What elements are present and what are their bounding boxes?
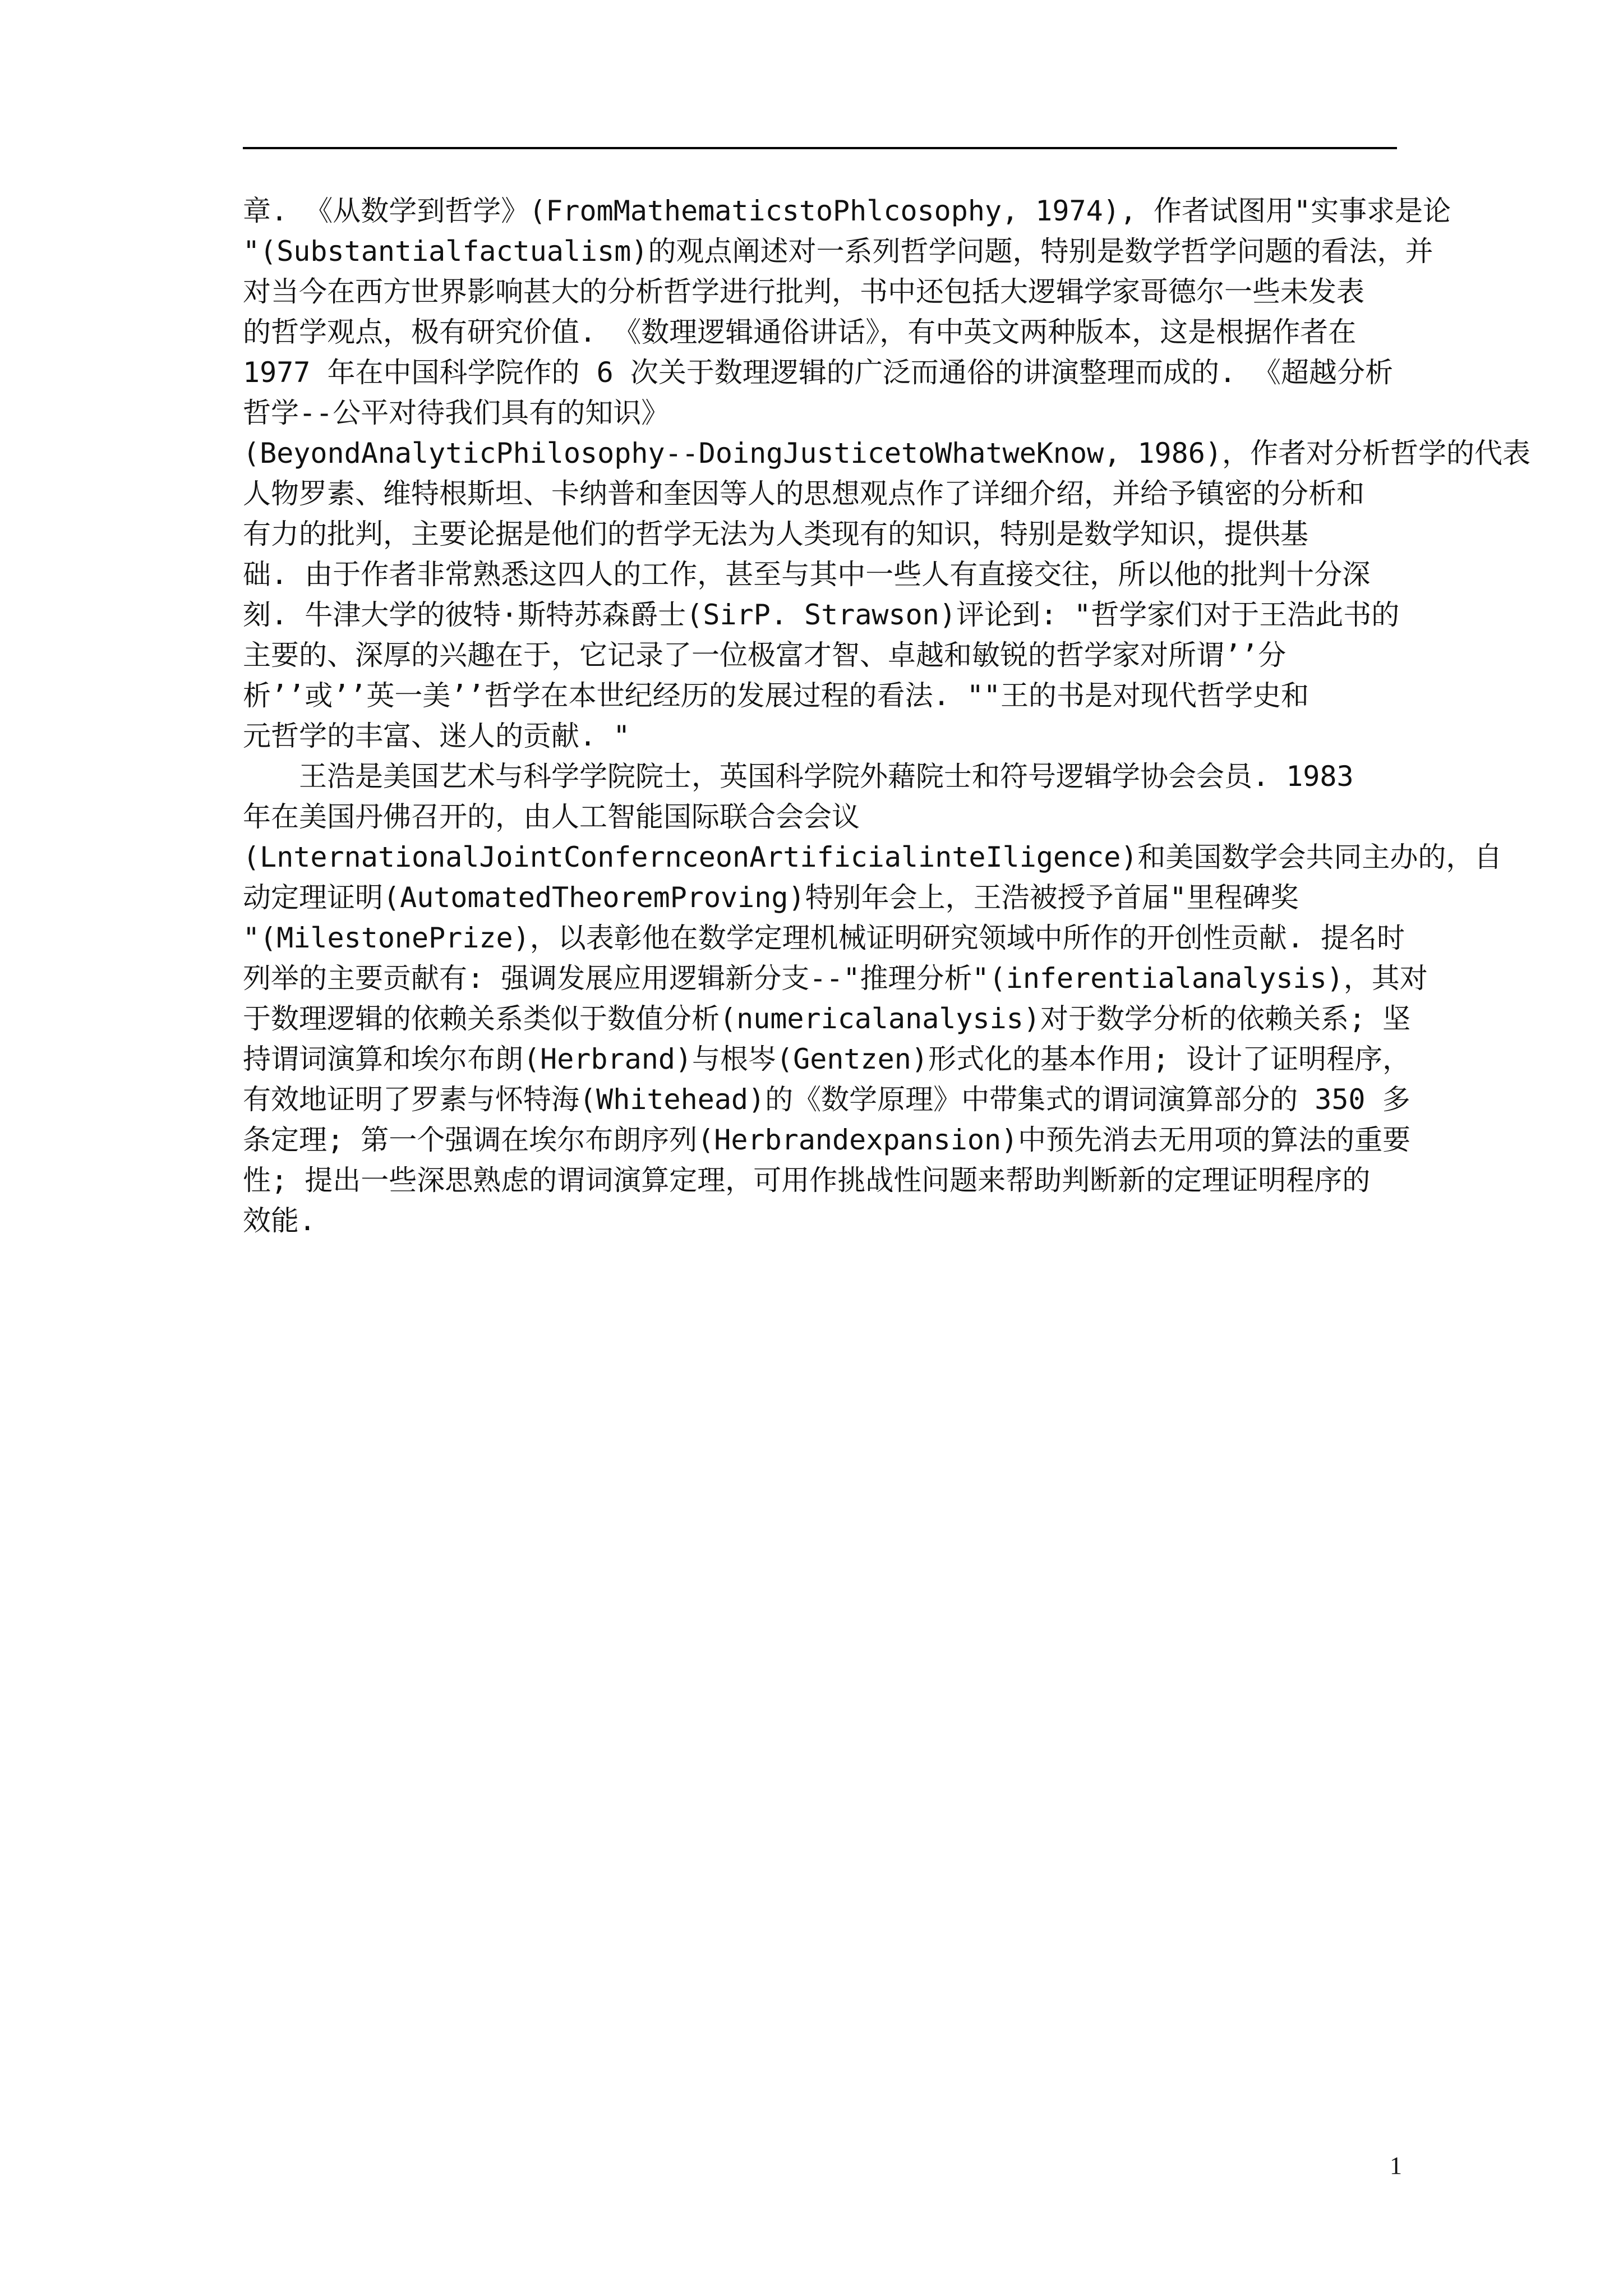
header-rule	[243, 147, 1397, 149]
text-line: 析’’或’’英一美’’哲学在本世纪经历的发展过程的看法. ""王的书是对现代哲学史和	[243, 679, 1310, 712]
body-text	[243, 191, 1530, 1241]
text-line: (LnternationalJointConfernceonArtificialinteIligence)和美国数学会共同主办的，自	[243, 841, 1502, 873]
text-line: 年在美国丹佛召开的，由人工智能国际联合会会议	[243, 800, 860, 833]
text-line: 有效地证明了罗素与怀特海(Whitehead)的《数学原理》中带集式的谓词演算部分的 350 多	[243, 1083, 1410, 1116]
text-line: 于数理逻辑的依赖关系类似于数值分析(numericalanalysis)对于数学分析的依赖关系; 坚	[243, 1002, 1411, 1035]
text-line: 持谓词演算和埃尔布朗(Herbrand)与根岑(Gentzen)形式化的基本作用; 设计了证明程序，	[243, 1043, 1411, 1075]
text-line: 主要的、深厚的兴趣在于，它记录了一位极富才智、卓越和敏锐的哲学家对所谓’’分	[243, 639, 1287, 671]
text-line: 元哲学的丰富、迷人的贡献. "	[243, 720, 630, 752]
text-line: 章. 《从数学到哲学》(FromMathematicstoPhlcosophy, 1974), 作者试图用"实事求是论	[243, 195, 1451, 227]
text-line: 哲学--公平对待我们具有的知识》	[243, 397, 670, 429]
paragraph-first-line: 王浩是美国艺术与科学学院院士，英国科学院外藉院士和符号逻辑学协会会员. 1983	[299, 760, 1354, 793]
text-line: 列举的主要贡献有: 强调发展应用逻辑新分支--"推理分析"(inferentialanalysis)，其对	[243, 962, 1428, 995]
text-line: "(MilestonePrize)，以表彰他在数学定理机械证明研究领域中所作的开创性贡献. 提名时	[243, 922, 1405, 954]
page-number: 1	[1390, 2152, 1402, 2179]
text-line: 动定理证明(AutomatedTheoremProving)特别年会上，王浩被授予首届"里程碑奖	[243, 881, 1299, 914]
text-line: 性; 提出一些深思熟虑的谓词演算定理，可用作挑战性问题来帮助判断新的定理证明程序的	[243, 1164, 1371, 1197]
text-line: 对当今在西方世界影响甚大的分析哲学进行批判，书中还包括大逻辑学家哥德尔一些未发表	[243, 275, 1364, 308]
text-line: 效能.	[243, 1204, 316, 1237]
text-line: (BeyondAnalyticPhilosophy--DoingJusticetoWhatweKnow, 1986)，作者对分析哲学的代表	[243, 437, 1530, 470]
text-line: 的哲学观点，极有研究价值. 《数理逻辑通俗讲话》，有中英文两种版本，这是根据作者在	[243, 316, 1357, 348]
text-line: 础. 由于作者非常熟悉这四人的工作，甚至与其中一些人有直接交往，所以他的批判十分深	[243, 558, 1371, 591]
text-line: "(Substantialfactualism)的观点阐述对一系列哲学问题，特别是数学哲学问题的看法，并	[243, 235, 1433, 268]
text-line: 条定理; 第一个强调在埃尔布朗序列(Herbrandexpansion)中预先消去无用项的算法的重要	[243, 1124, 1411, 1156]
text-line: 刻. 牛津大学的彼特·斯特苏森爵士(SirP. Strawson)评论到: "哲学家们对于王浩此书的	[243, 599, 1400, 631]
text-line: 人物罗素、维特根斯坦、卡纳普和奎因等人的思想观点作了详细介绍，并给予镇密的分析和	[243, 477, 1364, 510]
text-line: 有力的批判，主要论据是他们的哲学无法为人类现有的知识，特别是数学知识，提供基	[243, 518, 1308, 550]
text-line: 1977 年在中国科学院作的 6 次关于数理逻辑的广泛而通俗的讲演整理而成的. 《超越分析	[243, 356, 1394, 389]
